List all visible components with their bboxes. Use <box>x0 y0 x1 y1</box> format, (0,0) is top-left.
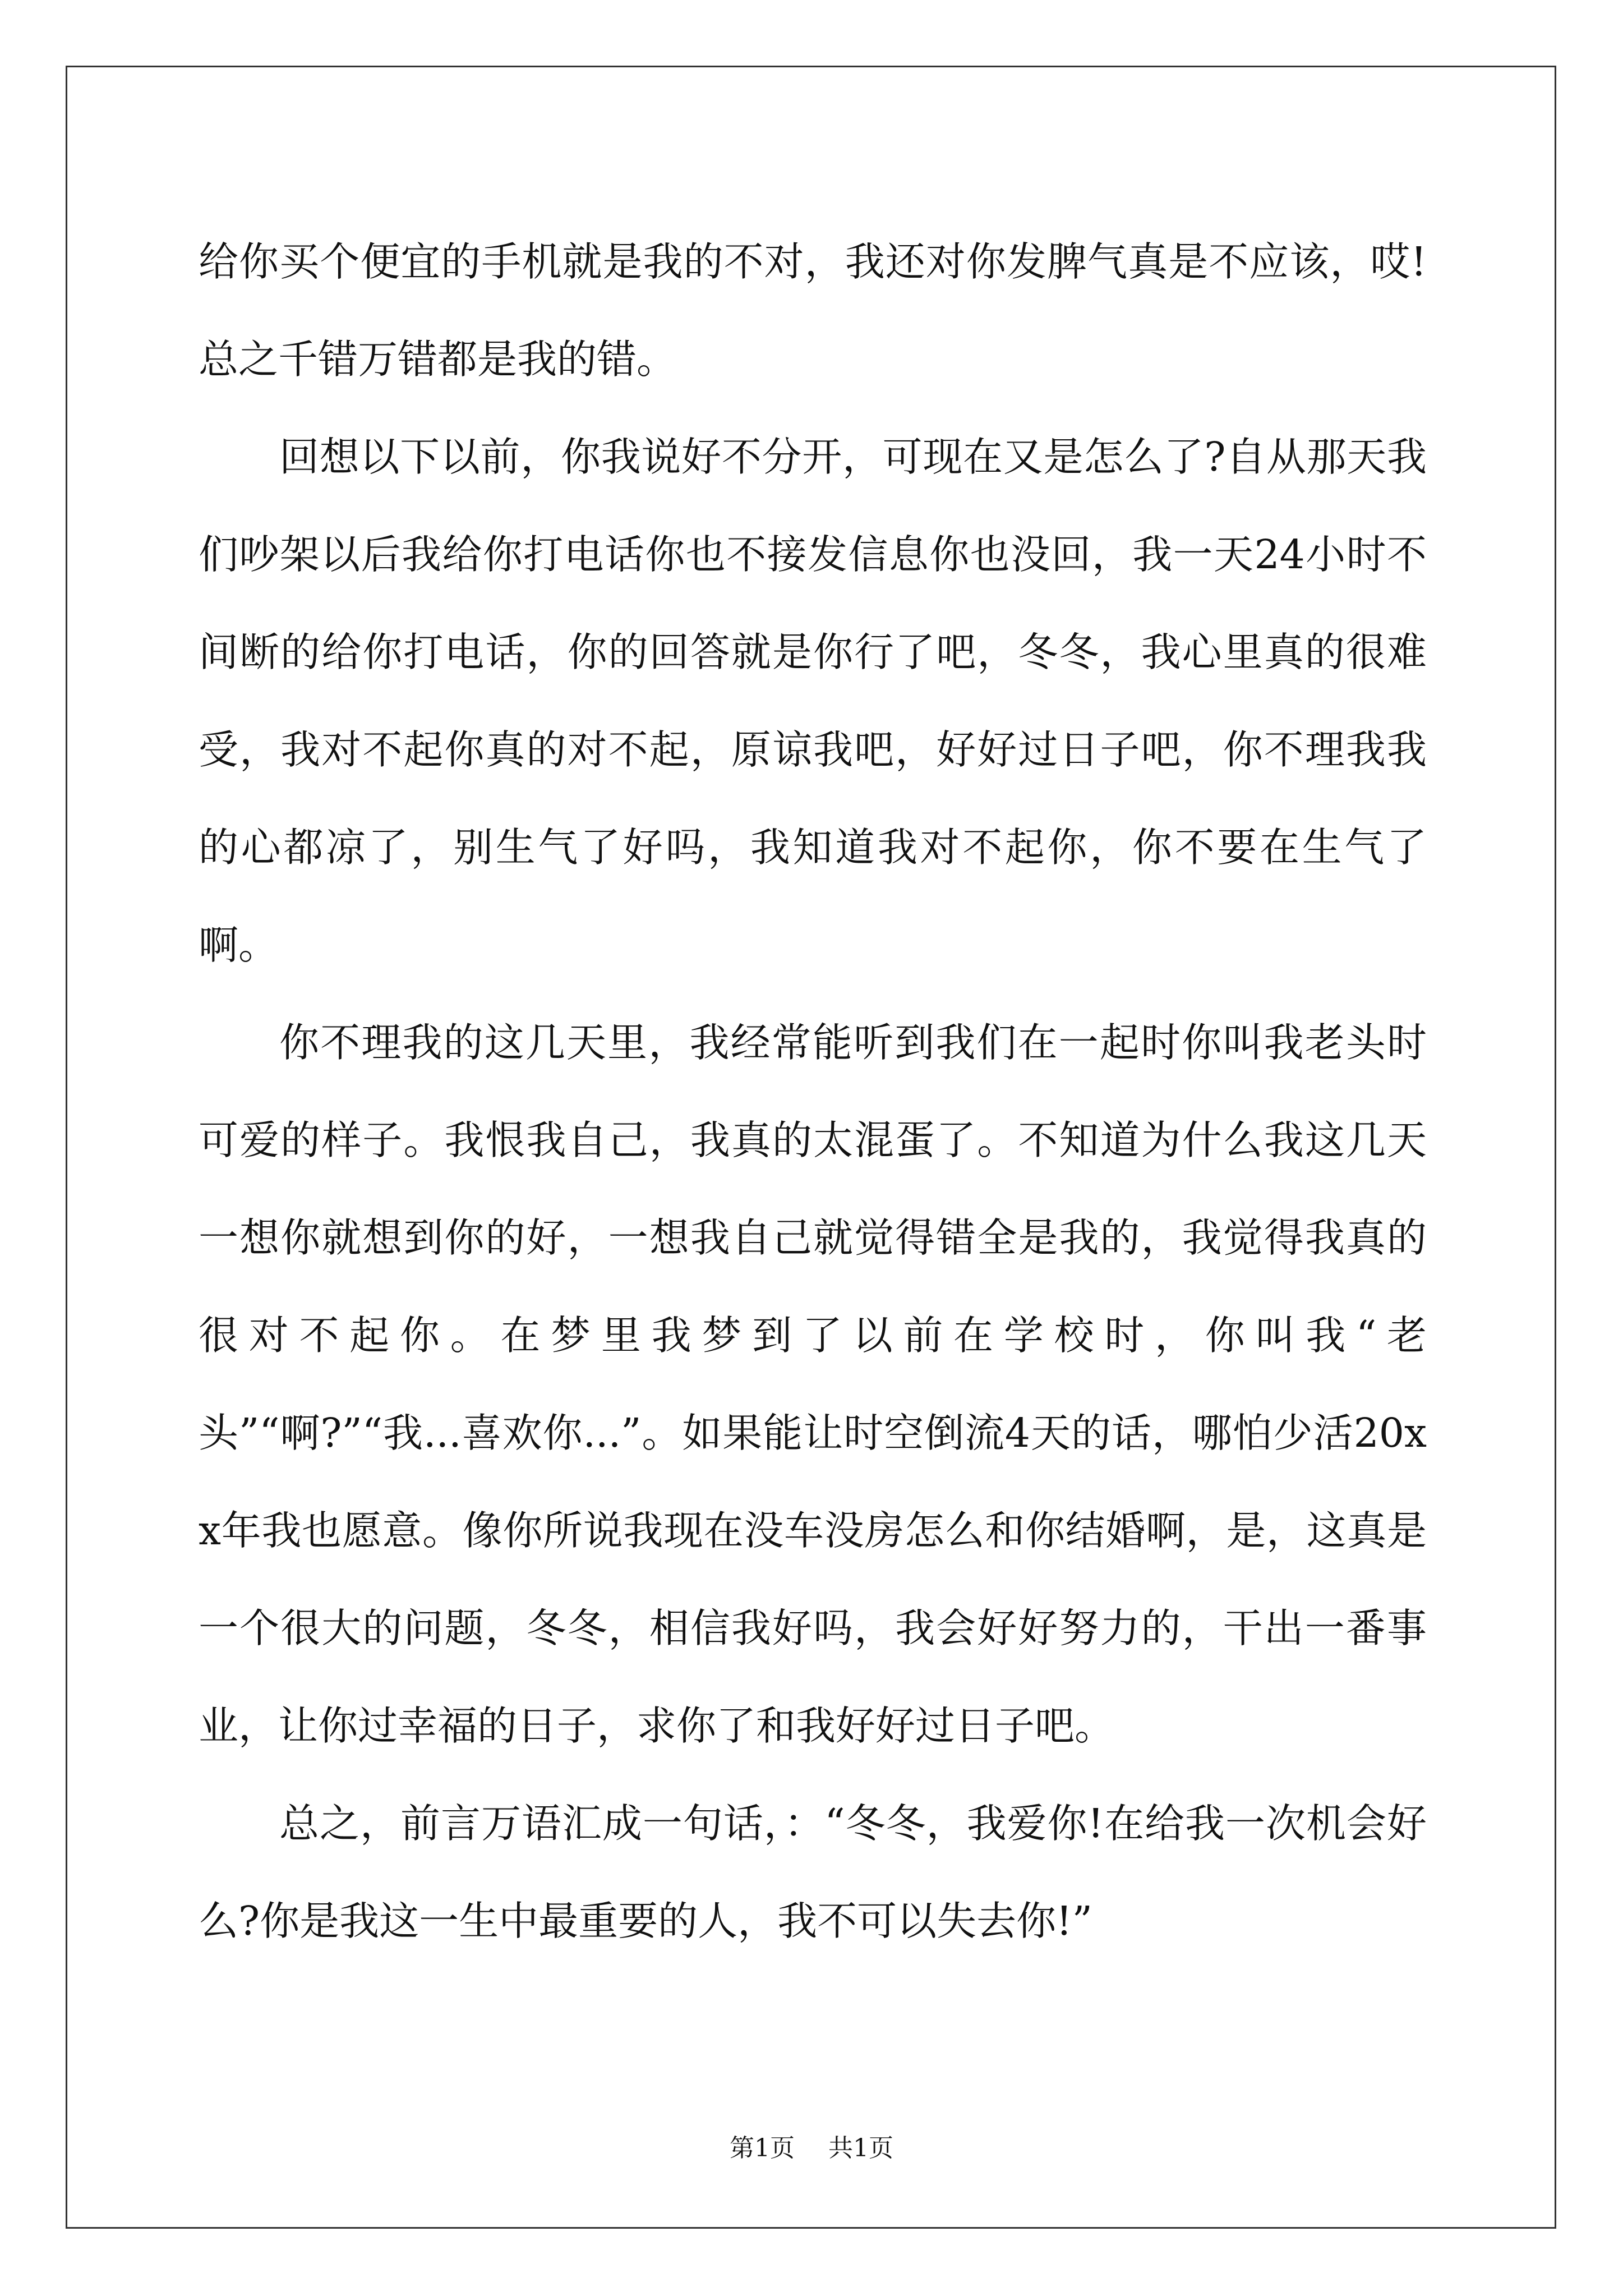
paragraph-3: 你不理我的这几天里，我经常能听到我们在一起时你叫我老头时可爱的样子。我恨我自己，我真的太混蛋了。不知道为什么我这几天一想你就想到你的好，一想我自己就觉得错全是我的，我觉得我真的很对不起你。在梦里我梦到了以前在学校时，你叫我“老头”“啊?”“我...喜欢你...”。如果能让时空倒流4天的话，哪怕少活20xx年我也愿意。像你所说我现在没车没房怎么和你结婚啊，是，这真是一个很大的问题，冬冬，相信我好吗，我会好好努力的，干出一番事业，让你过幸福的日子，求你了和我好好过日子吧。 <box>199 1019 1427 1749</box>
paragraph-2: 回想以下以前，你我说好不分开，可现在又是怎么了?自从那天我们吵架以后我给你打电话你也不接发信息你也没回，我一天24小时不间断的给你打电话，你的回答就是你行了吧，冬冬，我心里真的很难受，我对不起你真的对不起，原谅我吧，好好过日子吧，你不理我我的心都凉了，别生气了好吗，我知道我对不起你，你不要在生气了啊。 <box>199 434 1427 968</box>
paragraph-4: 总之，前言万语汇成一句话，：“冬冬，我爱你!在给我一次机会好么?你是我这一生中最重要的人，我不可以失去你!” <box>199 1800 1427 1944</box>
page-number-total: 共1页 <box>828 2134 893 2162</box>
paragraph-1: 给你买个便宜的手机就是我的不对，我还对你发脾气真是不应该，哎!总之千错万错都是我的错。 <box>199 238 1427 383</box>
page-footer <box>0 2132 1623 2165</box>
document-body <box>199 213 1427 1970</box>
page-number-current: 第1页 <box>730 2134 795 2162</box>
